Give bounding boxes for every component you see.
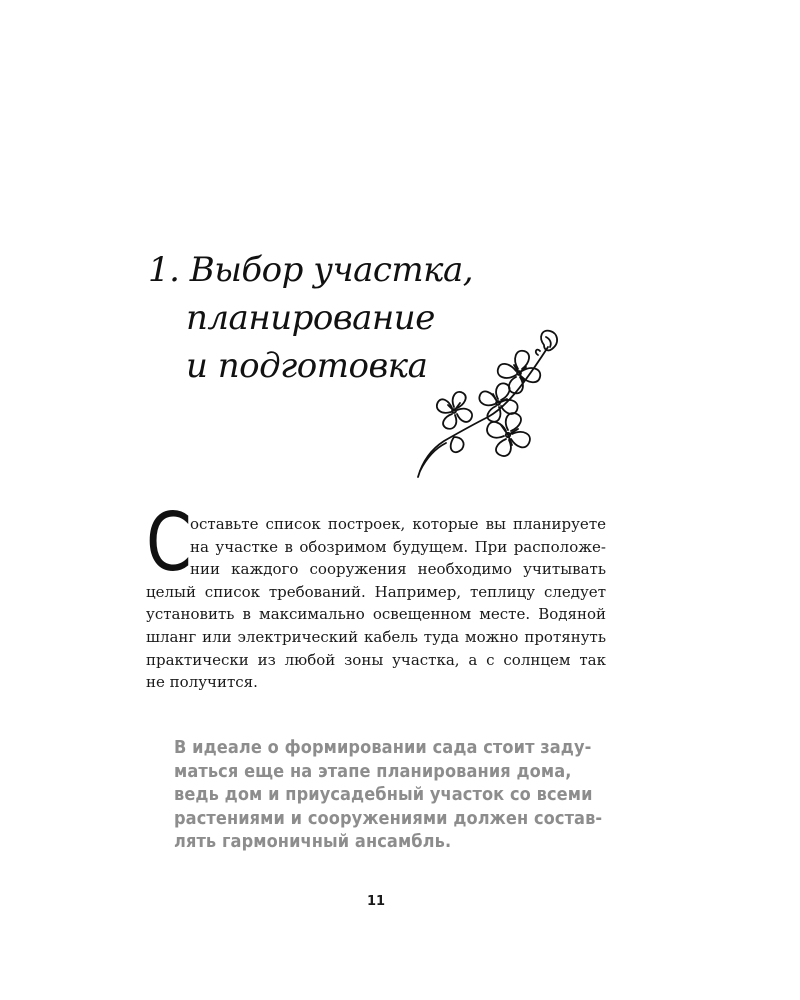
pull-quote-line: ведь дом и приусадебный участок со всеми	[174, 784, 593, 805]
page-number: 11	[366, 894, 386, 909]
pull-quote	[174, 736, 603, 854]
body-line: нии каждого сооружения необходимо учитывать	[190, 560, 606, 579]
body-line: целый список требований. Например, теплицу следует	[146, 582, 606, 601]
chapter-title-line-1: 1. Выбор участка,	[148, 250, 474, 290]
body-line: оставьте список построек, которые вы планируете	[190, 515, 606, 533]
pull-quote-line: В идеале о формировании сада стоит заду-	[174, 737, 592, 758]
body-line: практически из любой зоны участка, а с солнцем так	[146, 650, 606, 669]
blossom-branch-icon	[410, 325, 570, 485]
drop-cap: С	[146, 496, 192, 589]
chapter-title-line-3: и подготовка	[186, 346, 428, 386]
body-line: установить в максимально освещенном месте. Водяной	[146, 605, 606, 624]
body-line: на участке в обозримом будущем. При расположе-	[190, 537, 606, 556]
body-paragraph	[146, 513, 606, 694]
chapter-title-line-2: планирование	[186, 298, 435, 338]
body-line: не получится.	[146, 673, 258, 692]
pull-quote-line: растениями и сооружениями должен состав-	[174, 807, 603, 829]
pull-quote-line: лять гармоничный ансамбль.	[174, 831, 452, 852]
pull-quote-line: маться еще на этапе планирования дома,	[174, 760, 572, 782]
body-line: шланг или электрический кабель туда можно протянуть	[146, 627, 606, 646]
